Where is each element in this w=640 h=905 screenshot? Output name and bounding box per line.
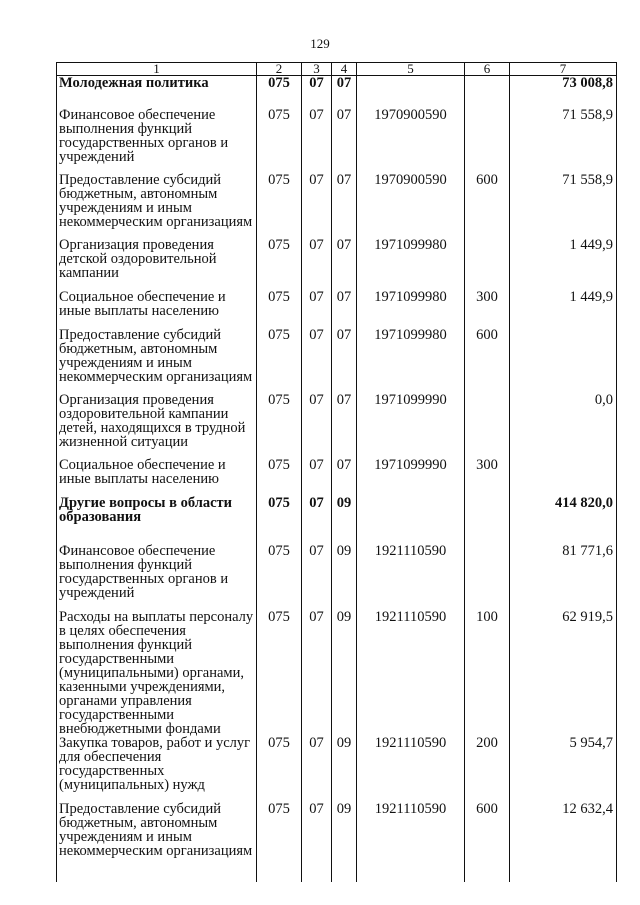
target-code: 1971099990 [357,458,465,496]
row-name: Расходы на выплаты персоналу в целях обеспечения выполнения функций государственными (муниципальными) органами, казенными учреждениями, органами управления государственными внебюджетными фондами [57,610,257,736]
ministry-code: 075 [257,76,302,108]
subsection-code: 09 [332,544,357,610]
target-code: 1971099990 [357,393,465,458]
expense-type-code [465,108,510,173]
section-code: 07 [302,544,332,610]
row-amount: 12 632,4 [510,802,617,868]
filler-cell [465,868,510,882]
section-code: 07 [302,802,332,868]
column-header: 1 [57,63,257,76]
table-row [57,802,617,868]
subsection-code: 07 [332,238,357,290]
table-row [57,173,617,238]
target-code: 1921110590 [357,544,465,610]
expense-type-code: 600 [465,173,510,238]
subsection-code: 07 [332,458,357,496]
row-amount [510,328,617,393]
expense-type-code: 300 [465,458,510,496]
section-code: 07 [302,328,332,393]
subsection-code: 07 [332,76,357,108]
target-code: 1970900590 [357,108,465,173]
section-code: 07 [302,736,332,802]
row-name: Финансовое обеспечение выполнения функций государственных органов и учреждений [57,108,257,173]
expense-type-code: 200 [465,736,510,802]
ministry-code: 075 [257,802,302,868]
ministry-code: 075 [257,610,302,736]
ministry-code: 075 [257,238,302,290]
row-amount: 71 558,9 [510,108,617,173]
column-number-row [57,63,617,76]
section-code: 07 [302,173,332,238]
column-header: 5 [357,63,465,76]
subsection-code: 07 [332,290,357,328]
table-row [57,290,617,328]
row-name: Организация проведения оздоровительной кампании детей, находящихся в трудной жизненной ситуации [57,393,257,458]
row-amount: 1 449,9 [510,290,617,328]
expense-type-code [465,76,510,108]
table-row [57,736,617,802]
subsection-code: 07 [332,173,357,238]
section-code: 07 [302,458,332,496]
row-amount: 1 449,9 [510,238,617,290]
table-row [57,393,617,458]
row-name: Другие вопросы в области образования [57,496,257,544]
table-row [57,544,617,610]
section-code: 07 [302,610,332,736]
table-row [57,328,617,393]
target-code: 1921110590 [357,610,465,736]
subsection-code: 09 [332,610,357,736]
subsection-code: 09 [332,802,357,868]
table-row [57,610,617,736]
target-code [357,496,465,544]
row-name: Закупка товаров, работ и услуг для обеспечения государственных (муниципальных) нужд [57,736,257,802]
subsection-code: 07 [332,393,357,458]
expense-type-code [465,393,510,458]
target-code: 1970900590 [357,173,465,238]
row-amount: 73 008,8 [510,76,617,108]
row-name: Социальное обеспечение и иные выплаты населению [57,290,257,328]
column-header: 3 [302,63,332,76]
filler-cell [510,868,617,882]
column-header: 4 [332,63,357,76]
row-name: Молодежная политика [57,76,257,108]
row-amount: 81 771,6 [510,544,617,610]
section-code: 07 [302,76,332,108]
ministry-code: 075 [257,328,302,393]
row-amount: 5 954,7 [510,736,617,802]
row-name: Предоставление субсидий бюджетным, автономным учреждениям и иным некоммерческим организациям [57,802,257,868]
section-code: 07 [302,108,332,173]
row-name: Предоставление субсидий бюджетным, автономным учреждениям и иным некоммерческим организациям [57,328,257,393]
page-number: 129 [310,36,330,51]
ministry-code: 075 [257,496,302,544]
budget-table [56,62,617,882]
section-code: 07 [302,290,332,328]
filler-cell [357,868,465,882]
table-row [57,238,617,290]
row-amount: 0,0 [510,393,617,458]
filler-cell [257,868,302,882]
subsection-code: 09 [332,736,357,802]
table-row [57,496,617,544]
ministry-code: 075 [257,544,302,610]
column-header: 6 [465,63,510,76]
filler-cell [332,868,357,882]
column-header: 7 [510,63,617,76]
row-name: Организация проведения детской оздоровительной кампании [57,238,257,290]
table-row [57,458,617,496]
section-code: 07 [302,496,332,544]
expense-type-code: 100 [465,610,510,736]
table-row [57,108,617,173]
expense-type-code [465,238,510,290]
target-code: 1921110590 [357,802,465,868]
ministry-code: 075 [257,173,302,238]
row-name: Социальное обеспечение и иные выплаты населению [57,458,257,496]
target-code: 1971099980 [357,290,465,328]
ministry-code: 075 [257,393,302,458]
row-amount: 414 820,0 [510,496,617,544]
target-code: 1921110590 [357,736,465,802]
ministry-code: 075 [257,458,302,496]
column-header: 2 [257,63,302,76]
filler-cell [57,868,257,882]
target-code: 1971099980 [357,238,465,290]
row-name: Предоставление субсидий бюджетным, автономным учреждениям и иным некоммерческим организациям [57,173,257,238]
ministry-code: 075 [257,736,302,802]
row-amount: 62 919,5 [510,610,617,736]
expense-type-code [465,544,510,610]
table-row [57,76,617,108]
ministry-code: 075 [257,290,302,328]
row-amount [510,458,617,496]
subsection-code: 07 [332,328,357,393]
filler-cell [302,868,332,882]
expense-type-code [465,496,510,544]
target-code [357,76,465,108]
section-code: 07 [302,238,332,290]
subsection-code: 07 [332,108,357,173]
table-body [57,76,617,882]
target-code: 1971099980 [357,328,465,393]
subsection-code: 09 [332,496,357,544]
row-name: Финансовое обеспечение выполнения функций государственных органов и учреждений [57,544,257,610]
section-code: 07 [302,393,332,458]
expense-type-code: 600 [465,802,510,868]
ministry-code: 075 [257,108,302,173]
row-amount: 71 558,9 [510,173,617,238]
table-filler-row [57,868,617,882]
expense-type-code: 600 [465,328,510,393]
expense-type-code: 300 [465,290,510,328]
